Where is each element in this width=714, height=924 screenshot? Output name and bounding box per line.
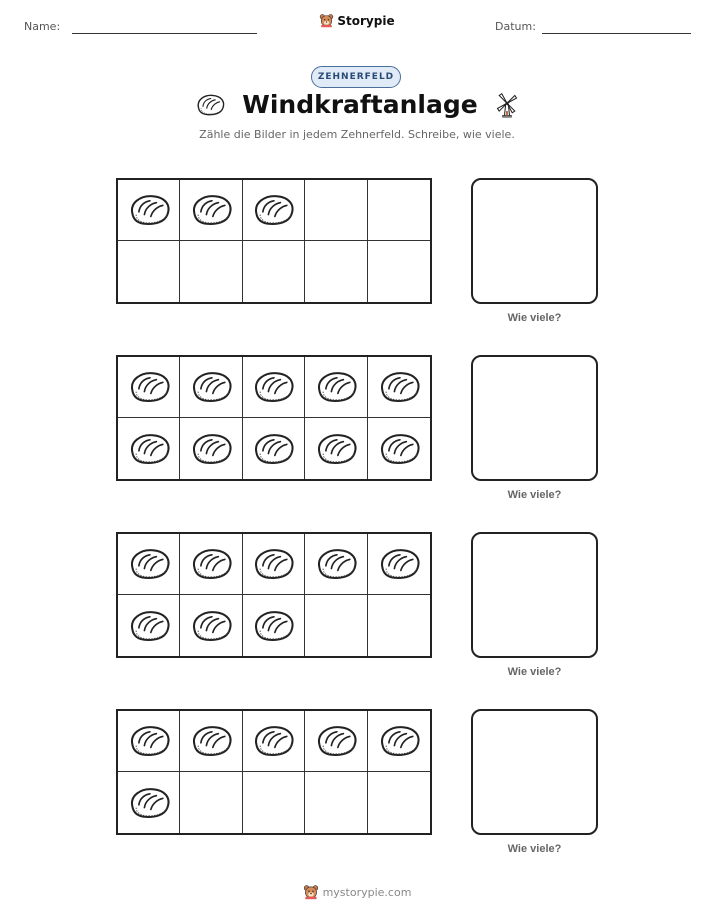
bread-icon [376,368,422,406]
instructions: Zähle die Bilder in jedem Zehnerfeld. Schreibe, wie viele. [199,128,515,141]
brand-logo [0,13,714,28]
ten-frame-cell [118,241,180,302]
ten-frame-cell [180,711,242,772]
ten-frame-cell [305,772,367,833]
brand-name: Storypie [337,13,395,28]
bread-icon [313,430,359,468]
name-line[interactable] [72,33,257,34]
title-row [0,90,714,119]
answer-label-4: Wie viele? [507,843,562,855]
ten-frame-cell [305,711,367,772]
bread-icon [194,92,226,118]
ten-frame-2 [116,355,432,481]
bread-icon [250,545,296,583]
bread-icon [376,430,422,468]
footer [0,884,714,900]
ten-frame-cell [243,180,305,241]
bread-icon [376,545,422,583]
answer-box-2[interactable] [471,355,598,481]
bread-icon [188,191,234,229]
ten-frame-cell [180,595,242,656]
ten-frame-cell [118,357,180,418]
ten-frame-cell [243,595,305,656]
ten-frame-cell [118,595,180,656]
bread-icon [126,368,172,406]
ten-frame-cell [180,241,242,302]
bread-icon [250,722,296,760]
bread-icon [188,607,234,645]
answer-label-1: Wie viele? [507,312,562,324]
ten-frame-cell [243,241,305,302]
bread-icon [188,722,234,760]
ten-frame-cell [305,241,367,302]
bread-icon [313,545,359,583]
ten-frame-cell [368,711,430,772]
ten-frame-cell [180,418,242,479]
answer-label-2: Wie viele? [507,489,562,501]
bread-icon [126,722,172,760]
ten-frame-1 [116,178,432,304]
bread-icon [313,722,359,760]
bread-icon [126,607,172,645]
ten-frame-cell [118,180,180,241]
page-title: Windkraftanlage [242,90,478,119]
ten-frame-cell [368,418,430,479]
bread-icon [250,191,296,229]
bread-icon [188,545,234,583]
ten-frame-cell [118,772,180,833]
topic-badge: ZEHNERFELD [311,66,401,88]
ten-frame-cell [180,357,242,418]
ten-frame-cell [243,418,305,479]
ten-frame-3 [116,532,432,658]
ten-frame-cell [305,534,367,595]
ten-frame-cell [180,180,242,241]
bread-icon [250,607,296,645]
answer-box-4[interactable] [471,709,598,835]
bread-icon [250,368,296,406]
ten-frame-4 [116,709,432,835]
windmill-icon [494,91,520,119]
bread-icon [126,784,172,822]
ten-frame-cell [118,418,180,479]
ten-frame-cell [305,418,367,479]
ten-frame-cell [305,180,367,241]
bear-mascot-icon [319,13,334,28]
answer-label-3: Wie viele? [507,666,562,678]
ten-frame-cell [368,357,430,418]
bread-icon [126,545,172,583]
ten-frame-cell [243,772,305,833]
ten-frame-cell [368,595,430,656]
ten-frame-cell [368,534,430,595]
bread-icon [376,722,422,760]
bread-icon [188,368,234,406]
bear-mascot-icon [303,884,319,900]
ten-frame-cell [368,241,430,302]
ten-frame-cell [243,357,305,418]
ten-frame-cell [243,534,305,595]
answer-box-3[interactable] [471,532,598,658]
bread-icon [250,430,296,468]
name-label: Name: [24,20,61,33]
ten-frame-cell [180,772,242,833]
ten-frame-cell [118,534,180,595]
ten-frame-cell [368,772,430,833]
bread-icon [126,191,172,229]
date-line[interactable] [542,33,691,34]
bread-icon [126,430,172,468]
date-label: Datum: [495,20,536,33]
ten-frame-cell [368,180,430,241]
ten-frame-cell [243,711,305,772]
bread-icon [313,368,359,406]
footer-url: mystorypie.com [322,885,412,899]
answer-box-1[interactable] [471,178,598,304]
ten-frame-cell [305,595,367,656]
ten-frame-cell [180,534,242,595]
bread-icon [188,430,234,468]
ten-frame-cell [118,711,180,772]
ten-frame-cell [305,357,367,418]
